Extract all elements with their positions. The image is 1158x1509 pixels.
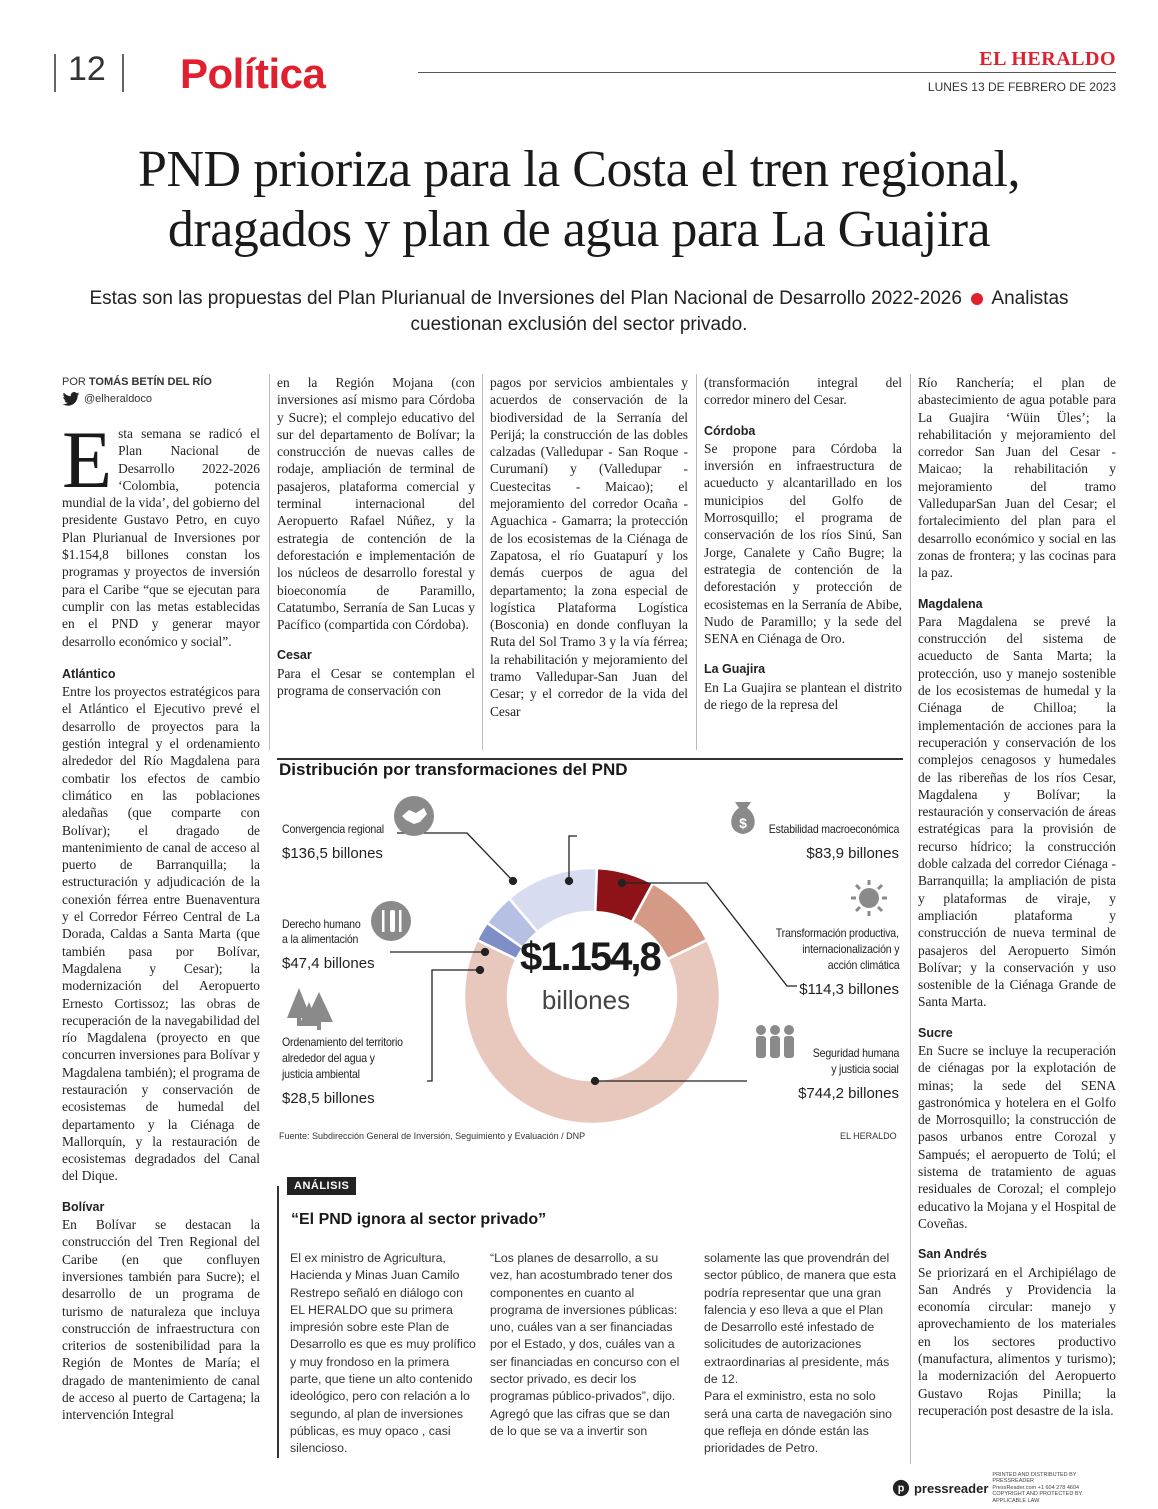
chart-credit: EL HERALDO — [840, 1131, 897, 1141]
article-intro: sta semana se radicó el Plan Nacional de Desarrollo 2022-2026 ‘Colombia, potencia mundial de la vida’, del gobierno del presidente Gustavo Petro, en cuyo Plan Plurianual de Inversiones por $1.154,8 billones constan los programas y proyectos de inversión para el Caribe “que se ejecutan para cumplir con las metas establecidas en el PND y generar mayor desarrollo económico y social”. — [62, 426, 260, 649]
analysis-paragraph: Para el exministro, esta no solo será una carta de navegación sino que refleja en dónde están las prioridades de Petro. — [704, 1389, 892, 1456]
column-divider — [696, 374, 697, 750]
article-column-3 — [490, 374, 688, 720]
label-transformacion-3: acción climática — [827, 958, 899, 972]
section-title: Política — [180, 50, 326, 97]
value-seguridad: $744,2 billones — [798, 1085, 899, 1102]
article-column-5 — [918, 374, 1116, 1419]
subhead-atlantico: Atlántico — [62, 666, 116, 681]
analysis-column-2 — [490, 1250, 684, 1440]
pressreader-fineprint: PRINTED AND DISTRIBUTED BY PRESSREADER PressReader.com +1 604 278 4604 COPYRIGHT AND PROTECTED BY APPLICABLE LAW — [992, 1471, 1083, 1504]
cutlery-icon — [371, 901, 411, 941]
leader-dot-seguridad — [592, 1078, 599, 1085]
label-ordenamiento-3: justicia ambiental — [282, 1067, 360, 1081]
subhead-guajira: La Guajira — [704, 662, 766, 677]
trees-icon — [287, 988, 333, 1030]
column-divider — [482, 374, 483, 750]
paragraph-bolivar-cont: en la Región Mojana (con inversiones así mismo para Córdoba y Sucre); el complejo educativo del sur del departamento de Bolívar; la construcción de nuevas calles de rodaje, ampliación de terminal de pasajeros, plataforma comercial y terminal internacional del Aeropuerto Rafael Núñez, y la estrategia de contención de la deforestación e implementación de los núcleos de desarrollo forestal y bioeconomía de Paramillo, Catatumbo, Serranía de San Lucas y Pacífico (compartida con Córdoba). — [277, 375, 475, 633]
subhead-cordoba: Córdoba — [704, 423, 756, 438]
issue-date: LUNES 13 DE FEBRERO DE 2023 — [927, 80, 1116, 94]
subhead-bolivar: Bolívar — [62, 1199, 105, 1214]
analysis-rule — [277, 1186, 279, 1458]
twitter-handle[interactable]: @elheraldoco — [62, 392, 152, 406]
pressreader-footer[interactable] — [892, 1472, 1116, 1504]
leader-dot-transformacion — [619, 880, 626, 887]
label-seguridad-1: Seguridad humana — [812, 1046, 899, 1060]
analysis-paragraph: solamente las que provendrán del sector público, de manera que esta podría representar que una gran falencia y eso lleva a que el Plan de Desarrollo esté infestado de solicitudes de autorizaciones extraordinarias al presidente, más de 12. — [704, 1251, 897, 1387]
paragraph-magdalena: Para Magdalena se prevé la construcción del sistema de acueducto de Santa Marta; la protección, uso y manejo sostenible de los ecosistemas de humedal y la Ciénaga de Chilloa; la implementación de acciones para la recuperación y conservación de los complejos cenagosos y humedales de las ribereñas de los ríos Cesar, Magdalena y Bolívar; la restauración y conservación de áreas estratégicas para la provisión de recurso hídrico; la construcción doble calzada del corredor Ciénaga - Barranquilla; la ampliación de pista y plataformas de viraje, y ampliación plataforma y construcción de nueva terminal de pasajeros del Aeropuerto Simón Bolívar; y la conservación y uso sostenible de la Ciénaga Grande de Santa Marta. — [918, 613, 1116, 1010]
article-column-1 — [62, 414, 260, 1424]
header-rule — [418, 72, 1116, 73]
value-estabilidad: $83,9 billones — [806, 845, 899, 862]
paragraph-guajira: En La Guajira se plantean el distrito de riego de la represa del — [704, 679, 902, 713]
column-divider — [910, 374, 911, 1464]
paragraph-bolivar: En Bolívar se destacan la construcción del Tren Regional del Caribe (en que confluyen inversiones también para Sucre); el desarrollo de un programa de turismo de naturaleza que incluya construcción de infraestructura con criterios de sostenibilidad para la Región de Montes de María; el dragado de mantenimiento de canal de acceso al puerto de Cartagena; la intervención Integral — [62, 1217, 260, 1423]
leader-dot-ordenamiento — [477, 967, 484, 974]
analysis-paragraph: El ex ministro de Agricultura, Hacienda y Minas Juan Camilo Restrepo señaló en diálogo con EL HERALDO que su primera impresión sobre este Plan de Desarrollo es que es muy prolífico y muy frondoso en la primera parte, que tiene un alto contenido ideológico, pero con relación a lo segundo, al plan de inversiones públicas, es muy opaco , casi silencioso. — [290, 1251, 476, 1456]
analysis-column-1 — [290, 1250, 480, 1458]
paragraph-atlantico: Entre los proyectos estratégicos para el Atlántico el Ejecutivo prevé el desarrollo de proyectos para la gestión integral y el ordenamiento alrededor del Río Magdalena para combatir los efectos de cambio climático en las poblaciones aledañas (que comparte con Bolívar); el dragado de mantenimiento de canal de acceso al puerto de Barranquilla; la estructuración y adjudicación de la conexión férrea entre Buenaventura y el Corredor Férreo Central de La Dorada, Caldas a Santa Marta (que también pasa por Bolívar, Magdalena y Cesar); la modernización del Aeropuerto Ernesto Cortissoz; las obras de recuperación de la navegabilidad del río Magdalena (proyecto en que concurren inversiones para Bolívar y Magdalena también); el programa de restauración y conservación de ecosistemas de humedal del departamento y la Ciénaga de Mallorquín, y la restauración de ecosistemas degradados del Canal del Dique. — [62, 684, 260, 1184]
paragraph-cesar-cont: pagos por servicios ambientales y acuerdos de conservación de la biodiversidad de la Serranía del Perijá; la construcción de las dobles calzadas (Valledupar - San Roque - Curumaní) y (Valledupar - Cuestecitas - Maicao); el mejoramiento del corredor Ocaña - Aguachica - Gamarra; la protección de los ecosistemas de la Ciénaga de Zapatosa, el río Guatapurí y los demás cuerpos de agua del departamento; la zona especial de logística Plataforma Logística (Bosconia) en donde confluyan la Ruta del Sol Tramo 3 y la vía férrea; la rehabilitación y mejoramiento del tramo Valledupar-San Juan del Cesar; y el corredor de la vida del Cesar — [490, 375, 688, 719]
label-alimentacion-1: Derecho humano — [282, 917, 361, 931]
money-bag-icon — [731, 802, 755, 834]
leader-line-convergencia — [397, 833, 513, 881]
deck — [60, 286, 1098, 338]
label-ordenamiento-1: Ordenamiento del territorio — [282, 1035, 403, 1049]
svg-text:$: $ — [739, 815, 747, 831]
page-number: 12 — [60, 50, 106, 89]
subhead-sucre: Sucre — [918, 1025, 953, 1040]
value-alimentacion: $47,4 billones — [282, 955, 375, 972]
chart-source: Fuente: Subdirección General de Inversión, Seguimiento y Evaluación / DNP — [279, 1131, 586, 1141]
deck-text-2: Analistas cuestionan exclusión del sector privado. — [410, 288, 1069, 335]
people-icon — [756, 1025, 794, 1058]
paragraph-cordoba: Se propone para Córdoba la inversión en infraestructura de acueducto y alcantarillado en los municipios del Golfo de Morrosquillo; el programa de conservación de los ríos Sinú, San Jorge, Canalete y Caño Bugre; la estrategia de contención de la deforestación y protección de ecosistemas en la Serranía de Abibe, Nudo de Paramillo; y la sede del SENA en Ciénaga de Oro. — [704, 440, 902, 647]
paragraph-cesar-end: (transformación integral del corredor minero del Cesar. — [704, 375, 902, 408]
label-ordenamiento-2: alrededor del agua y — [282, 1051, 375, 1065]
paragraph-guajira-cont: Río Ranchería; el plan de abastecimiento de agua potable para La Guajira ‘Wüin Üles’; la rehabilitación y mejoramiento del corredor San Juan del Cesar - Maicao; la rehabilitación y mejoramiento del tramo ValleduparSan Juan del Cesar; el fortalecimiento del plan para el desarrollo económico y social en las zonas de frontera; y las cocinas para la paz. — [918, 375, 1116, 581]
subhead-magdalena: Magdalena — [918, 596, 983, 611]
sun-icon — [851, 880, 887, 916]
analysis-paragraph: Agregó que las cifras que se dan de lo que se va a invertir son — [490, 1406, 670, 1438]
paragraph-san-andres: Se priorizará en el Archipiélago de San Andrés y Providencia la economía circular: manejo y aprovechamiento de los materiales en los sectores productivo (manufactura, alimentos y turismo); la modernización del Aeropuerto Gustavo Rojas Pinilla; la recuperación post desastre de la isla. — [918, 1264, 1116, 1418]
analysis-title: “El PND ignora al sector privado” — [291, 1211, 547, 1228]
value-transformacion: $114,3 billones — [799, 981, 899, 998]
pressreader-logo-icon — [892, 1478, 910, 1498]
column-divider — [269, 374, 270, 750]
label-transformacion-2: internacionalización y — [801, 942, 899, 956]
label-transformacion-1: Transformación productiva, — [776, 926, 899, 940]
article-column-4 — [704, 374, 902, 713]
svg-text:p: p — [897, 1482, 905, 1495]
article-column-2 — [277, 374, 475, 699]
chart-title: Distribución por transformaciones del PND — [279, 760, 628, 779]
deck-text-1: Estas son las propuestas del Plan Plurianual de Inversiones del Plan Nacional de Desarrollo 2022-2026 — [89, 288, 962, 309]
author-name: TOMÁS BETÍN DEL RÍO — [88, 376, 212, 388]
leader-dot-estabilidad — [566, 878, 573, 885]
analysis-paragraph: “Los planes de desarrollo, a su vez, han acostumbrado tener dos componentes en cuanto al programa de inversiones públicas: uno, cuáles van a ser financiadas por el Estado, y dos, cuáles van a ser financiadas en concurso con el sector privado, es decir los programas público-privados”, dijo. — [490, 1251, 680, 1404]
label-convergencia: Convergencia regional — [282, 822, 384, 836]
value-convergencia: $136,5 billones — [282, 845, 383, 862]
chart-total-value: $1.154,8 — [520, 935, 660, 979]
analysis-column-3 — [704, 1250, 900, 1458]
subhead-cesar: Cesar — [277, 648, 312, 663]
masthead-logo: EL HERALDO — [979, 48, 1116, 70]
byline: POR TOMÁS BETÍN DEL RÍO — [62, 376, 212, 388]
subhead-san-andres: San Andrés — [918, 1247, 988, 1262]
value-ordenamiento: $28,5 billones — [282, 1090, 375, 1107]
analysis-badge: ANÁLISIS — [287, 1177, 356, 1195]
label-estabilidad: Estabilidad macroeconómica — [768, 822, 899, 836]
pressreader-logo: pressreader — [913, 1480, 989, 1496]
chart-total-unit: billones — [541, 985, 631, 1015]
paragraph-sucre: En Sucre se incluye la recuperación de ciénagas por la explotación de minas; la sede del SENA gastronómica y hotelera en el Golfo de Morrosquillo; la construcción de pasos urbanos entre Corozal y Sampués; el aeropuerto de Tolú; el sistema de tratamiento de aguas residuales de Corozal; el complejo educativo la Mojana y el Hospital de Coveñas. — [918, 1042, 1116, 1231]
handshake-icon — [394, 796, 434, 836]
paragraph-cesar: Para el Cesar se contemplan el programa de conservación con — [277, 665, 475, 699]
drop-cap: E — [62, 414, 113, 505]
leader-dot-convergencia — [510, 878, 517, 885]
label-alimentacion-2: a la alimentación — [282, 932, 359, 946]
headline: PND prioriza para la Costa el tren regional, dragados y plan de agua para La Guajira — [138, 141, 1020, 258]
bullet-dot-icon — [971, 293, 983, 305]
twitter-bird-icon — [62, 392, 80, 406]
label-seguridad-2: y justicia social — [831, 1062, 899, 1076]
leader-dot-alimentacion — [482, 949, 489, 956]
